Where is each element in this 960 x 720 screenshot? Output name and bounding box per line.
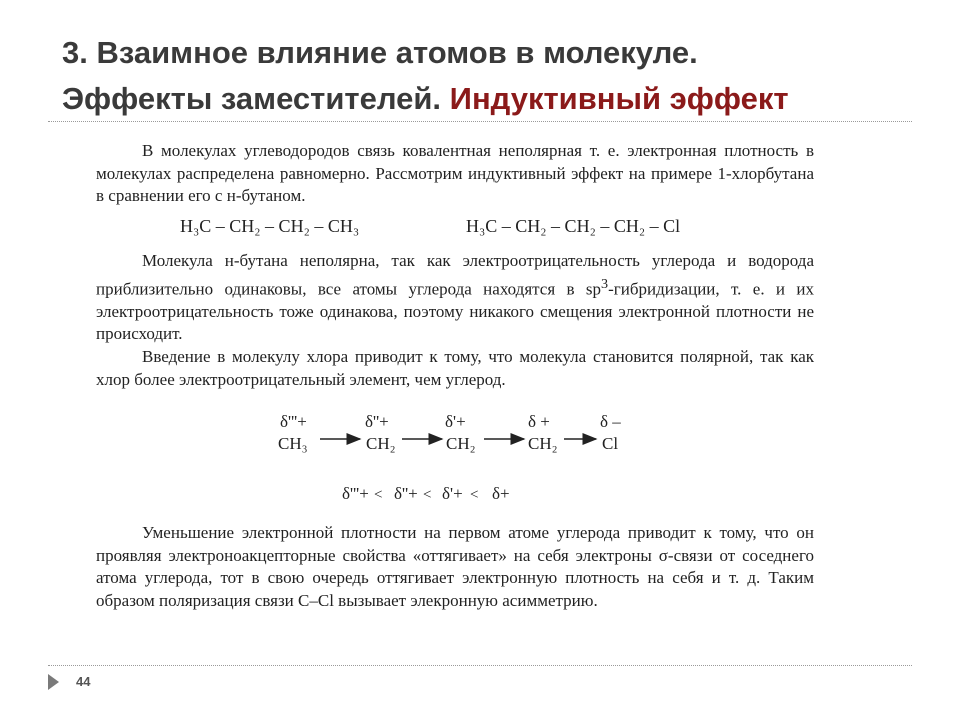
formula-row xyxy=(180,215,800,237)
charge-c2: δ''+ xyxy=(365,412,389,431)
charge-cl: δ – xyxy=(600,412,621,431)
paragraph-2-end: -гибридизации, т. е. и их электроотрицательность тоже одинакова, поэтому никакого смещения электронной плотности не происходит. xyxy=(96,279,814,344)
slide-title xyxy=(62,30,922,122)
paragraph-2 xyxy=(96,250,814,346)
title-text-1: Взаимное влияние атомов в молекуле. xyxy=(96,35,698,70)
atom-ch2-c: CH₂ xyxy=(528,434,558,453)
ineq-delta-4: δ+ xyxy=(492,484,510,503)
paragraph-butane xyxy=(96,250,814,391)
ineq-delta-1: δ'''+ xyxy=(342,484,369,503)
paragraph-intro xyxy=(96,140,814,208)
sp3-superscript: 3 xyxy=(601,275,609,292)
ineq-lt-1: < xyxy=(374,487,383,503)
page-number: 44 xyxy=(76,674,91,689)
atom-ch2-a: CH₂ xyxy=(366,434,396,453)
ineq-lt-2: < xyxy=(423,487,432,503)
inductive-scheme-svg xyxy=(270,405,650,515)
top-divider xyxy=(48,121,912,122)
title-text-2: Эффекты заместителей. xyxy=(62,81,442,116)
ineq-delta-3: δ'+ xyxy=(442,484,463,503)
paragraph-conclusion xyxy=(96,522,814,612)
triangle-bullet-icon xyxy=(48,674,59,690)
atom-ch3: CH₃ xyxy=(278,434,308,453)
title-number: 3. xyxy=(62,35,88,70)
atom-ch2-b: CH₂ xyxy=(446,434,476,453)
formula-chlorobutane: H₃C – CH₂ – CH₂ – CH₂ – Cl xyxy=(466,216,681,236)
charge-c3: δ'+ xyxy=(445,412,466,431)
title-line-2 xyxy=(62,76,922,122)
paragraph-1: В молекулах углеводородов связь ковалентная неполярная т. е. электронная плотность в молекулах распределена равномерно. Рассмотрим индуктивный эффект на примере 1-хлорбутана в сравнении его с н-бутаном. xyxy=(96,141,814,206)
charge-c4: δ + xyxy=(528,412,550,431)
title-line-1 xyxy=(62,30,922,76)
formula-butane: H₃C – CH₂ – CH₂ – CH₃ xyxy=(180,216,360,236)
title-accent: Индуктивный эффект xyxy=(449,81,789,116)
inductive-scheme xyxy=(270,405,650,515)
charge-c1: δ'''+ xyxy=(280,412,307,431)
atom-cl: Cl xyxy=(602,434,619,453)
paragraph-2-start: Молекула н-бутана неполярна, так как электроотрицательность углерода и водорода приблизительно одинаковы, все атомы углерода находятся в sp xyxy=(96,251,814,299)
bottom-divider xyxy=(48,665,912,666)
paragraph-3: Введение в молекулу хлора приводит к тому, что молекула становится полярной, так как хлор более электроотрицательный элемент, чем углерод. xyxy=(96,347,814,389)
ineq-lt-3: < xyxy=(470,487,479,503)
paragraph-4: Уменьшение электронной плотности на первом атоме углерода приводит к тому, что он проявляя электроноакцепторные свойства «оттягивает» на себя электроны σ-связи от соседнего атома углерода, тот в свою очередь оттягивает электронную плотность на себя и т. д. Таким образом поляризация связи С–Cl вызывает элекронную асимметрию. xyxy=(96,523,814,610)
ineq-delta-2: δ''+ xyxy=(394,484,418,503)
